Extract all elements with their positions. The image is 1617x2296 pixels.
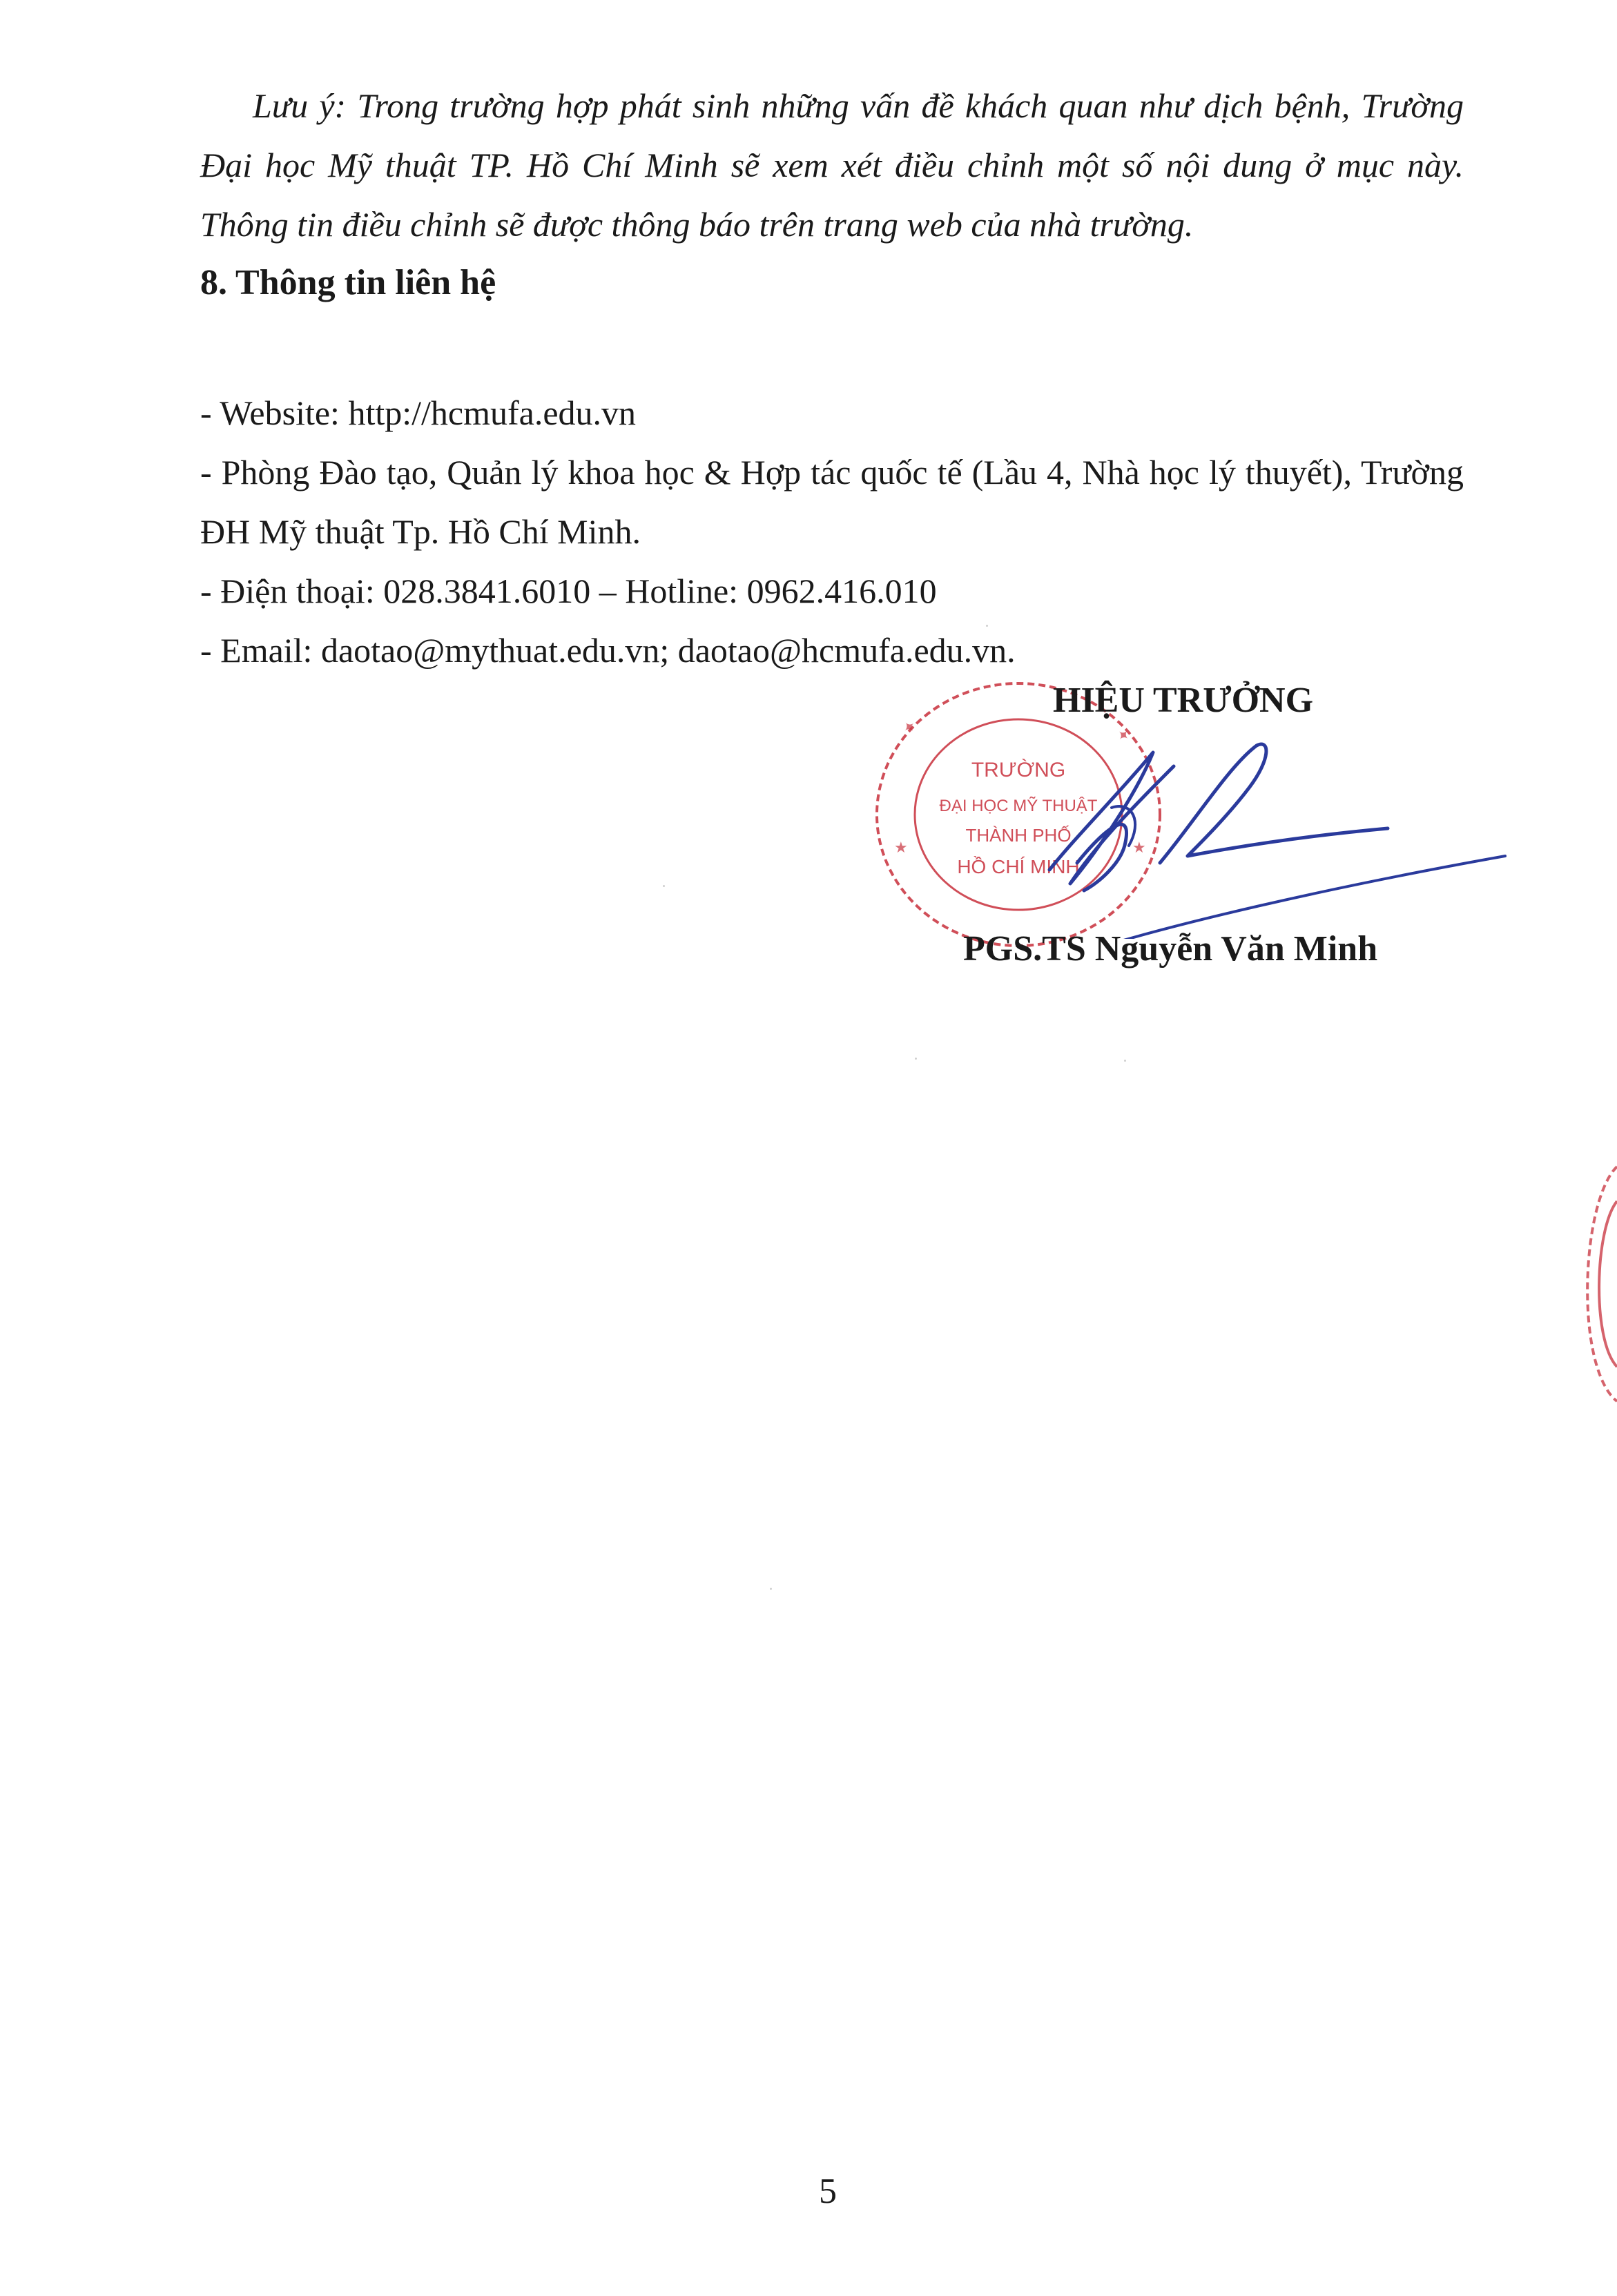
contact-info (200, 383, 1464, 680)
page-number: 5 (819, 2172, 837, 2211)
note-paragraph (200, 76, 1464, 254)
signatory-title: HIỆU TRƯỞNG (1053, 681, 1314, 720)
edge-stamp-fragment (1567, 1160, 1617, 1408)
email-line: - Email: daotao@mythuat.edu.vn; daotao@hcmufa.edu.vn. (200, 631, 1016, 670)
office-line: - Phòng Đào tạo, Quản lý khoa học & Hợp tác quốc tế (Lầu 4, Nhà học lý thuyết), Trường ĐH Mỹ thuật Tp. Hồ Chí Minh. (200, 453, 1464, 551)
svg-text:★: ★ (1132, 839, 1146, 856)
note-label: Lưu ý: (253, 86, 347, 125)
section-heading: 8. Thông tin liên hệ (200, 263, 496, 302)
phone-line: - Điện thoại: 028.3841.6010 – Hotline: 0962.416.010 (200, 572, 937, 610)
stamp-line-1: TRƯỜNG (971, 759, 1066, 781)
svg-text:✦: ✦ (1112, 724, 1134, 746)
note-text: Trong trường hợp phát sinh những vấn đề khách quan như dịch bệnh, Trường Đại học Mỹ thuật TP. Hồ Chí Minh sẽ xem xét điều chỉnh một số nội dung ở mục này. Thông tin điều chỉnh sẽ được thông báo trên trang web của nhà trường. (200, 86, 1464, 244)
stamp-line-2: ĐẠI HỌC MỸ THUẬT (939, 797, 1098, 815)
scan-speck (986, 625, 988, 627)
scan-speck (770, 1588, 772, 1590)
stamp-line-3: THÀNH PHỐ (965, 825, 1072, 846)
svg-text:✦: ✦ (899, 716, 920, 738)
stamp-line-4: HỒ CHÍ MINH (957, 856, 1080, 877)
scan-speck (1124, 1060, 1126, 1062)
website-line: - Website: http://hcmufa.edu.vn (200, 393, 637, 432)
scan-speck (663, 885, 665, 887)
svg-text:★: ★ (894, 839, 908, 856)
scan-speck (915, 1058, 917, 1060)
signatory-name: PGS.TS Nguyễn Văn Minh (963, 929, 1378, 969)
handwritten-signature (967, 725, 1519, 939)
